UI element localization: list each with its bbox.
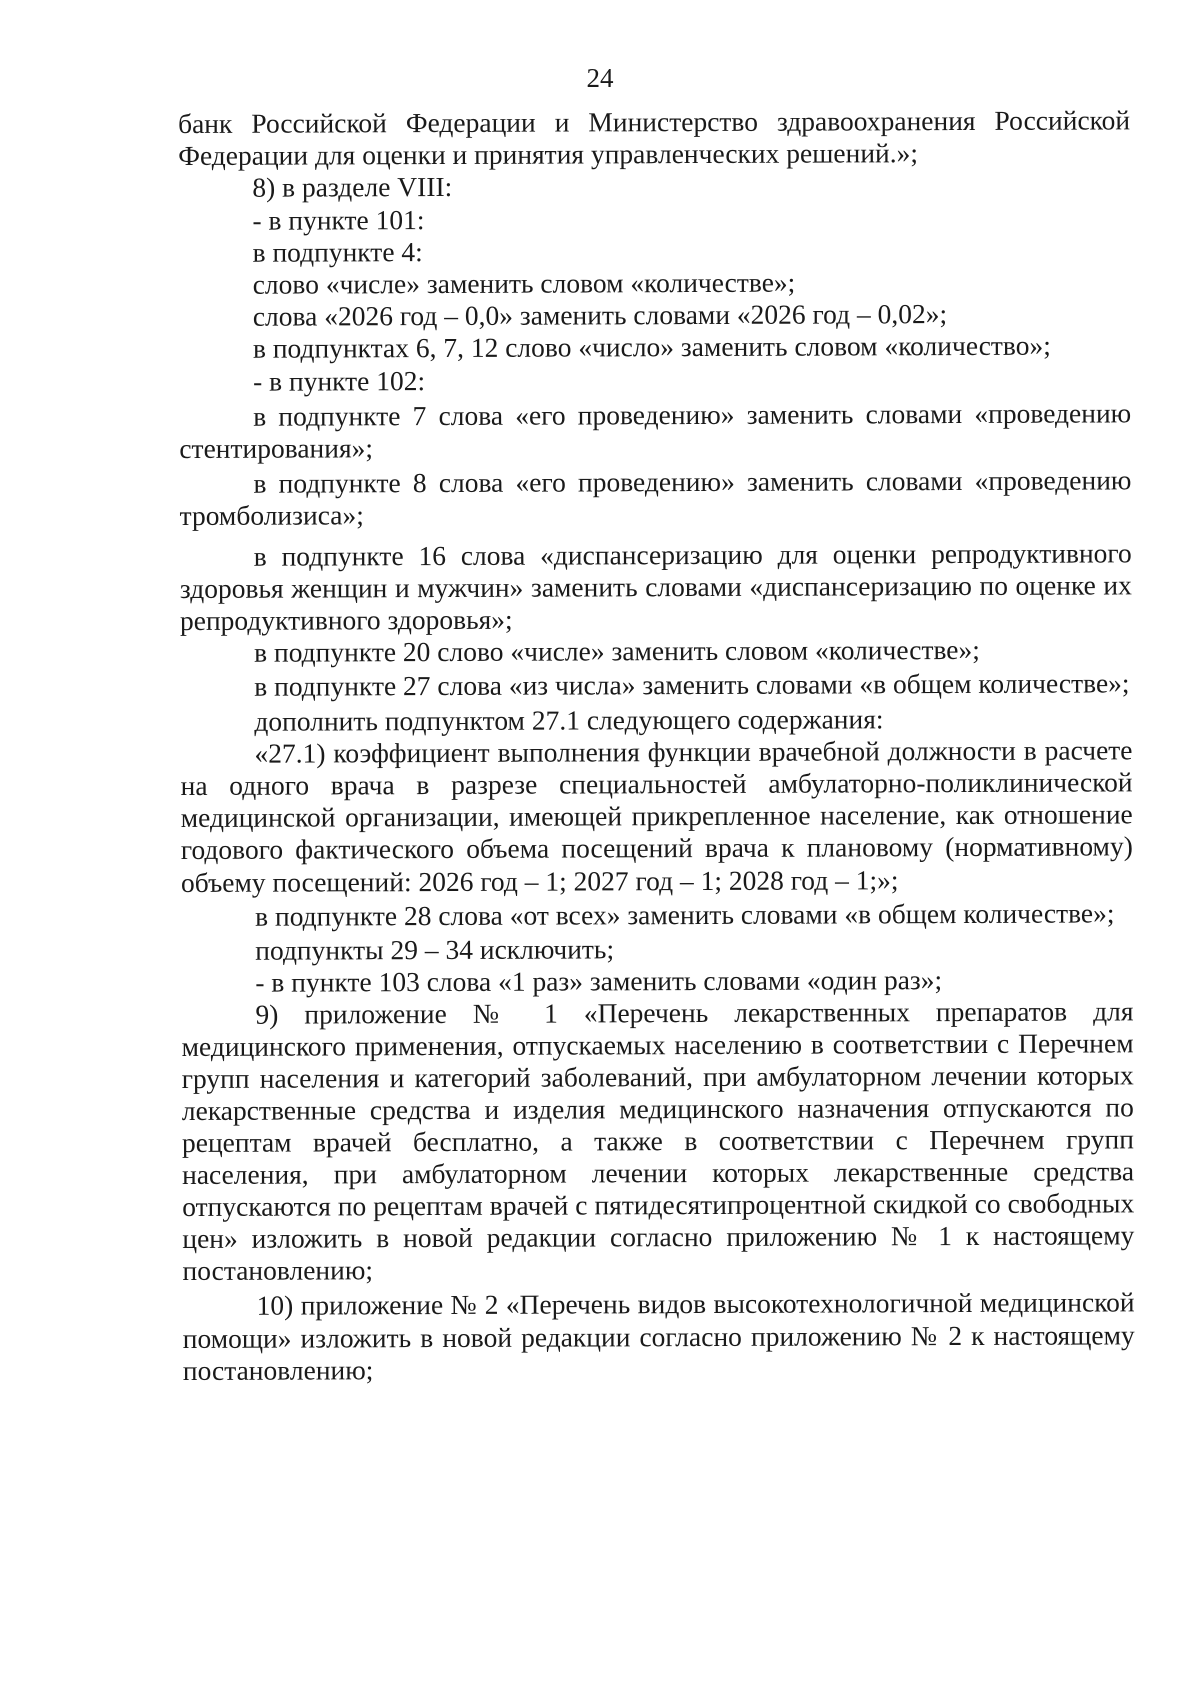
paragraph-3: - в пункте 101: bbox=[252, 203, 425, 236]
paragraph-16: в подпункте 28 слова «от всех» заменить словами «в общем количестве»; bbox=[255, 897, 1115, 932]
paragraph-1: банк Российской Федерации и Министерство здравоохранения Российской Федерации для оценки и принятия управленческих решений.»; bbox=[178, 104, 1131, 172]
paragraph-19: 9) приложение № 1 «Перечень лекарственных препаратов для медицинского применения, отпускаемых населению в соответствии с Перечнем групп населения и категорий заболеваний, при амбулаторном лечении которых лекарственные средства и изделия медицинского назначения отпускаются по рецептам врачей бесплатно, а также в соответствии с Перечнем групп населения, при амбулаторном лечении которых лекарственные средства отпускаются по рецептам врачей с пятидесятипроцентной скидкой со свободных цен» изложить в новой редакции согласно приложению № 1 к настоящему постановлению; bbox=[181, 995, 1135, 1287]
page-number: 24 bbox=[586, 63, 614, 93]
document-body bbox=[178, 104, 1135, 1387]
paragraph-13: в подпункте 27 слова «из числа» заменить словами «в общем количестве»; bbox=[254, 667, 1130, 703]
paragraph-18: - в пункте 103 слова «1 раз» заменить словами «один раз»; bbox=[255, 964, 943, 998]
paragraph-5: слово «числе» заменить словом «количестве»; bbox=[252, 266, 796, 300]
paragraph-6: слова «2026 год – 0,0» заменить словами «2026 год – 0,02»; bbox=[252, 298, 948, 332]
paragraph-8: - в пункте 102: bbox=[252, 364, 426, 397]
paragraph-17: подпункты 29 – 34 исключить; bbox=[255, 933, 615, 966]
paragraph-10: в подпункте 8 слова «его проведению» заменить словами «проведению тромболизиса»; bbox=[179, 464, 1132, 532]
paragraph-7: в подпунктах 6, 7, 12 слово «число» заменить словом «количество»; bbox=[252, 330, 1051, 365]
paragraph-20: 10) приложение № 2 «Перечень видов высокотехнологичной медицинской помощи» изложить в новой редакции согласно приложению № 2 к настоящему постановлению; bbox=[182, 1286, 1135, 1386]
paragraph-12: в подпункте 20 слово «числе» заменить словом «количестве»; bbox=[254, 634, 980, 668]
paragraph-4: в подпункте 4: bbox=[252, 235, 423, 268]
paragraph-11: в подпункте 16 слова «диспансеризацию для оценки репродуктивного здоровья женщин и мужчин» заменить словами «диспансеризацию по оценке их репродуктивного здоровья»; bbox=[179, 536, 1132, 637]
paragraph-2: 8) в разделе VIII: bbox=[252, 171, 453, 204]
paragraph-9: в подпункте 7 слова «его проведению» заменить словами «проведению стентирования»; bbox=[179, 397, 1132, 465]
paragraph-14: дополнить подпунктом 27.1 следующего содержания: bbox=[254, 702, 884, 737]
paragraph-15: «27.1) коэффициент выполнения функции врачебной должности в расчете на одного врача в разрезе специальностей амбулаторно-поликлинической медицинской организации, имеющей прикрепленное население, как отношение годового фактического объема посещений врача к плановому (нормативному) объему посещений: 2026 год – 1; 2027 год – 1; 2028 год – 1;»; bbox=[180, 734, 1133, 898]
